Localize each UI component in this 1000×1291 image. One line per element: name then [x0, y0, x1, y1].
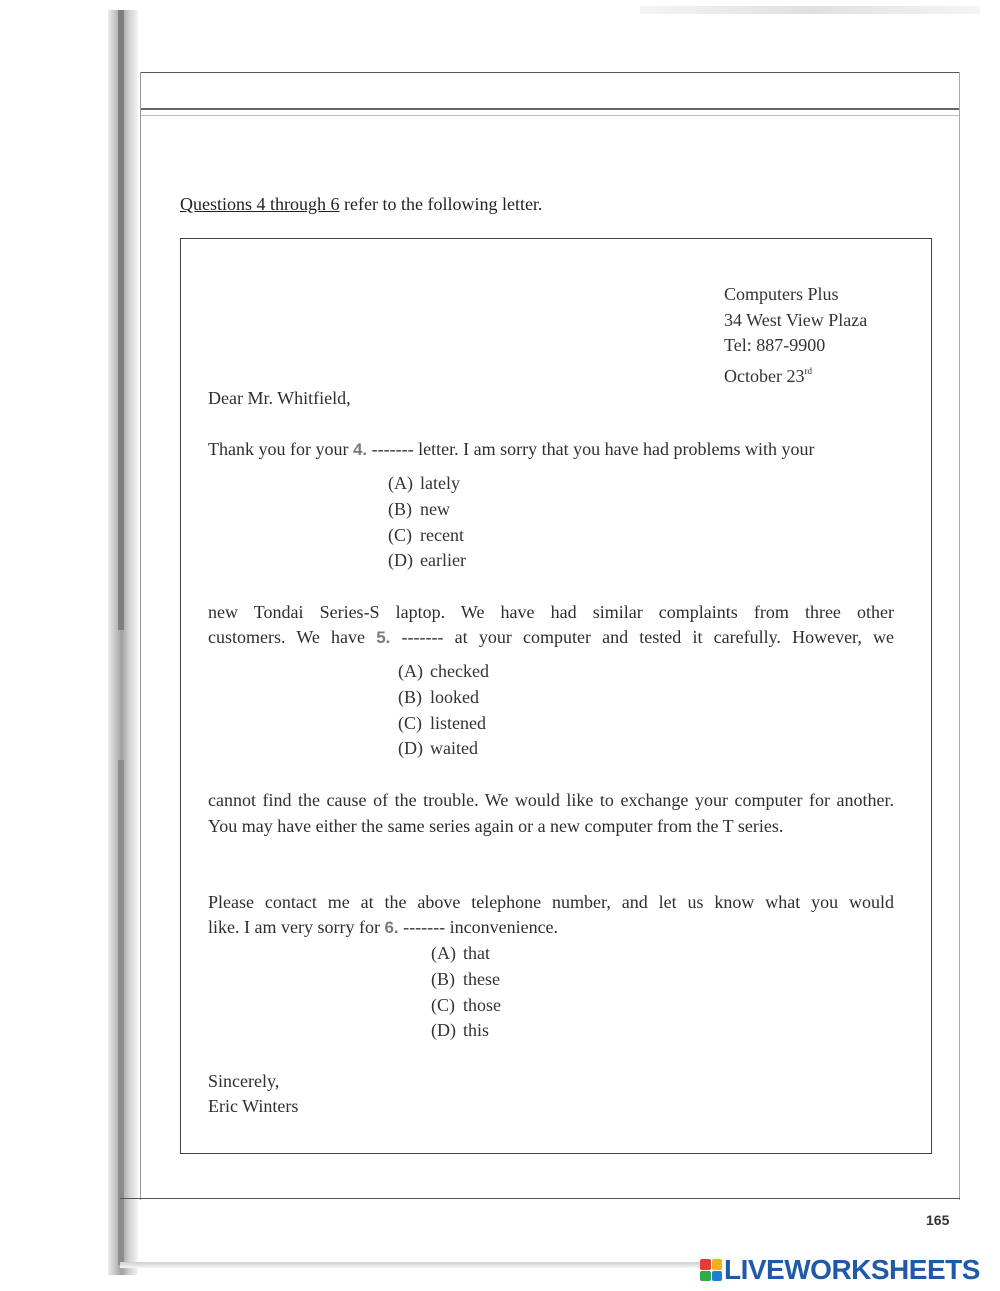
- page-number: 165: [926, 1212, 950, 1228]
- paragraph-2-line-1: new Tondai Series-S laptop. We have had similar complaints from three other: [208, 602, 894, 622]
- liveworksheets-logo-icon: [700, 1259, 722, 1281]
- q4-option-b[interactable]: (B) new: [388, 498, 450, 519]
- question-5-options: [398, 659, 489, 762]
- page-frame-rule: [140, 108, 960, 110]
- q6-option-a[interactable]: (A) that: [431, 943, 490, 963]
- q4-option-a[interactable]: (A) lately: [388, 473, 460, 493]
- question-5-number: 5.: [376, 628, 391, 647]
- page-frame-top: [140, 72, 960, 73]
- question-6-options: [431, 941, 501, 1044]
- questions-intro: [180, 194, 542, 215]
- question-4-options: [388, 471, 466, 574]
- q6-option-d[interactable]: (D) this: [431, 1020, 490, 1041]
- paragraph-1: Thank you for your 4. ------- letter. I am sorry that you have had problems with your: [208, 439, 815, 459]
- page-frame-left: [140, 72, 141, 1200]
- signature: Eric Winters: [208, 1096, 299, 1116]
- page-frame-rule-light: [140, 115, 960, 116]
- paragraph-4-line-1: Please contact me at the above telephone number, and let us know what you would: [208, 892, 894, 912]
- q6-option-c[interactable]: (C) those: [431, 994, 501, 1015]
- questions-range: Questions 4 through 6: [180, 194, 340, 214]
- letter-date: October 23rd: [724, 365, 812, 386]
- q5-option-d[interactable]: (D) waited: [398, 738, 478, 759]
- binding-edge: [118, 10, 124, 630]
- liveworksheets-watermark: [700, 1255, 980, 1285]
- salutation: Dear Mr. Whitfield,: [208, 388, 351, 408]
- watermark-text: LIVEWORKSHEETS: [724, 1254, 980, 1285]
- q5-option-c[interactable]: (C) listened: [398, 712, 486, 733]
- q5-option-b[interactable]: (B) looked: [398, 686, 479, 707]
- date-suffix: rd: [804, 365, 812, 376]
- telephone: Tel: 887-9900: [724, 335, 826, 355]
- question-6-number: 6.: [384, 918, 399, 937]
- page-frame-bottom: [120, 1198, 960, 1199]
- paragraph-2-line-2: customers. We have 5. ------- at your computer and tested it carefully. However, we: [208, 627, 894, 647]
- paragraph-4-line-2: like. I am very sorry for 6. ------- inconvenience.: [208, 917, 559, 937]
- sender-address: [724, 282, 867, 389]
- q6-option-b[interactable]: (B) these: [431, 968, 500, 989]
- intro-rest: refer to the following letter.: [339, 194, 543, 214]
- page-bottom-shadow: [120, 1262, 700, 1268]
- company-name: Computers Plus: [724, 284, 839, 304]
- q4-option-d[interactable]: (D) earlier: [388, 550, 466, 571]
- page-frame-right: [959, 72, 960, 1200]
- closing: Sincerely,: [208, 1071, 280, 1091]
- question-4-number: 4.: [352, 440, 368, 459]
- paragraph-3: cannot find the cause of the trouble. We would like to exchange your computer for another. You may have either the same series again or a new computer from the T series.: [208, 790, 894, 836]
- q5-option-a[interactable]: (A) checked: [398, 661, 489, 681]
- q4-option-c[interactable]: (C) recent: [388, 524, 464, 545]
- binding-edge-lower: [118, 760, 124, 1265]
- street-address: 34 West View Plaza: [724, 309, 868, 330]
- scan-scuff: [640, 6, 980, 14]
